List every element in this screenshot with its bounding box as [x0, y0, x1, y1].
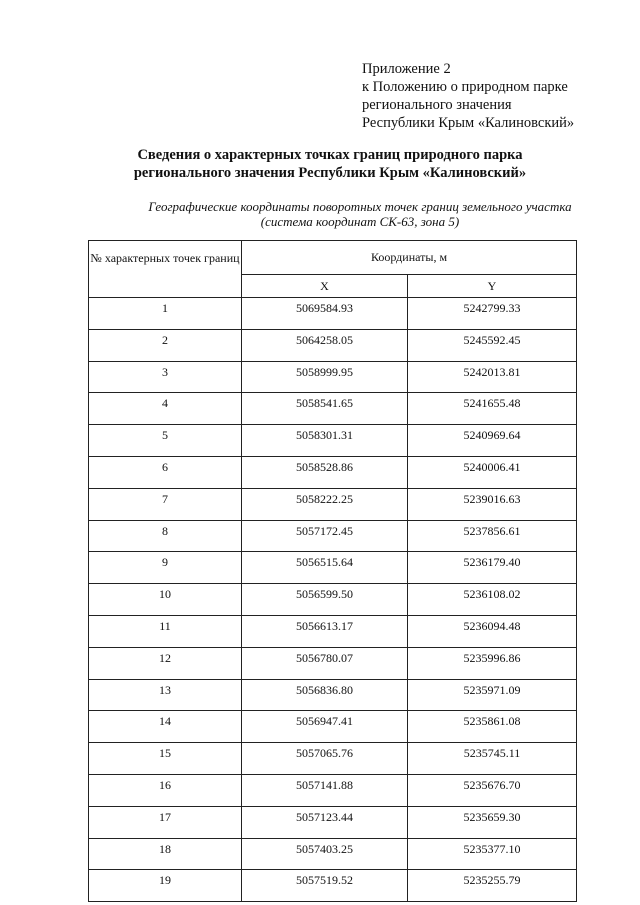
cell-x: 5057123.44	[242, 806, 408, 838]
cell-y: 5236108.02	[408, 584, 577, 616]
cell-point-number: 8	[89, 520, 242, 552]
cell-point-number: 7	[89, 488, 242, 520]
table-row	[89, 298, 577, 330]
header-point-number: № характерных точек границ	[89, 241, 242, 298]
cell-point-number: 3	[89, 361, 242, 393]
cell-y: 5236094.48	[408, 615, 577, 647]
cell-x: 5058301.31	[242, 425, 408, 457]
cell-point-number: 15	[89, 743, 242, 775]
cell-x: 5057172.45	[242, 520, 408, 552]
cell-x: 5064258.05	[242, 329, 408, 361]
appendix-line: к Положению о природном парке	[362, 79, 568, 95]
table-row	[89, 361, 577, 393]
cell-x: 5056515.64	[242, 552, 408, 584]
cell-point-number: 2	[89, 329, 242, 361]
title-line: Сведения о характерных точках границ природного парка	[137, 147, 523, 163]
cell-x: 5057065.76	[242, 743, 408, 775]
cell-x: 5057141.88	[242, 774, 408, 806]
cell-y: 5242013.81	[408, 361, 577, 393]
caption-line: Географические координаты поворотных точек границ земельного участка	[148, 199, 572, 214]
table-row	[89, 615, 577, 647]
cell-point-number: 4	[89, 393, 242, 425]
table-row	[89, 425, 577, 457]
table-row	[89, 329, 577, 361]
appendix-line: регионального значения	[362, 97, 512, 113]
table-row	[89, 647, 577, 679]
document-title	[90, 146, 570, 182]
table-row	[89, 679, 577, 711]
table-row	[89, 488, 577, 520]
cell-point-number: 9	[89, 552, 242, 584]
cell-y: 5235861.08	[408, 711, 577, 743]
cell-y: 5235971.09	[408, 679, 577, 711]
cell-y: 5237856.61	[408, 520, 577, 552]
table-row	[89, 838, 577, 870]
cell-point-number: 18	[89, 838, 242, 870]
appendix-header	[362, 60, 574, 132]
table-caption	[140, 199, 580, 229]
cell-point-number: 12	[89, 647, 242, 679]
table-row	[89, 520, 577, 552]
cell-y: 5242799.33	[408, 298, 577, 330]
cell-y: 5240969.64	[408, 425, 577, 457]
cell-y: 5235745.11	[408, 743, 577, 775]
cell-x: 5056780.07	[242, 647, 408, 679]
cell-y: 5235659.30	[408, 806, 577, 838]
caption-line: (система координат СК-63, зона 5)	[260, 214, 460, 229]
cell-y: 5240006.41	[408, 456, 577, 488]
cell-x: 5058528.86	[242, 456, 408, 488]
cell-y: 5235676.70	[408, 774, 577, 806]
cell-point-number: 1	[89, 298, 242, 330]
cell-x: 5056947.41	[242, 711, 408, 743]
cell-point-number: 5	[89, 425, 242, 457]
table-row	[89, 711, 577, 743]
cell-x: 5058222.25	[242, 488, 408, 520]
cell-y: 5236179.40	[408, 552, 577, 584]
cell-point-number: 13	[89, 679, 242, 711]
table-row	[89, 870, 577, 902]
appendix-line: Республики Крым «Калиновский»	[362, 115, 575, 131]
cell-y: 5235377.10	[408, 838, 577, 870]
cell-point-number: 14	[89, 711, 242, 743]
cell-x: 5056613.17	[242, 615, 408, 647]
table-row	[89, 456, 577, 488]
cell-y: 5239016.63	[408, 488, 577, 520]
cell-point-number: 16	[89, 774, 242, 806]
cell-point-number: 17	[89, 806, 242, 838]
header-y: Y	[408, 275, 577, 298]
cell-x: 5058541.65	[242, 393, 408, 425]
table-row	[89, 393, 577, 425]
coordinates-table	[88, 240, 577, 902]
cell-x: 5056599.50	[242, 584, 408, 616]
cell-point-number: 19	[89, 870, 242, 902]
cell-y: 5235255.79	[408, 870, 577, 902]
cell-y: 5241655.48	[408, 393, 577, 425]
cell-x: 5057403.25	[242, 838, 408, 870]
table-row	[89, 552, 577, 584]
header-coordinates: Координаты, м	[242, 241, 577, 275]
cell-point-number: 10	[89, 584, 242, 616]
cell-x: 5056836.80	[242, 679, 408, 711]
title-line: регионального значения Республики Крым «Калиновский»	[133, 165, 527, 181]
cell-x: 5057519.52	[242, 870, 408, 902]
cell-x: 5058999.95	[242, 361, 408, 393]
cell-y: 5235996.86	[408, 647, 577, 679]
cell-point-number: 11	[89, 615, 242, 647]
appendix-line: Приложение 2	[362, 61, 451, 77]
header-x: X	[242, 275, 408, 298]
table-row	[89, 743, 577, 775]
cell-point-number: 6	[89, 456, 242, 488]
table-row	[89, 584, 577, 616]
cell-y: 5245592.45	[408, 329, 577, 361]
cell-x: 5069584.93	[242, 298, 408, 330]
table-row	[89, 806, 577, 838]
table-row	[89, 774, 577, 806]
